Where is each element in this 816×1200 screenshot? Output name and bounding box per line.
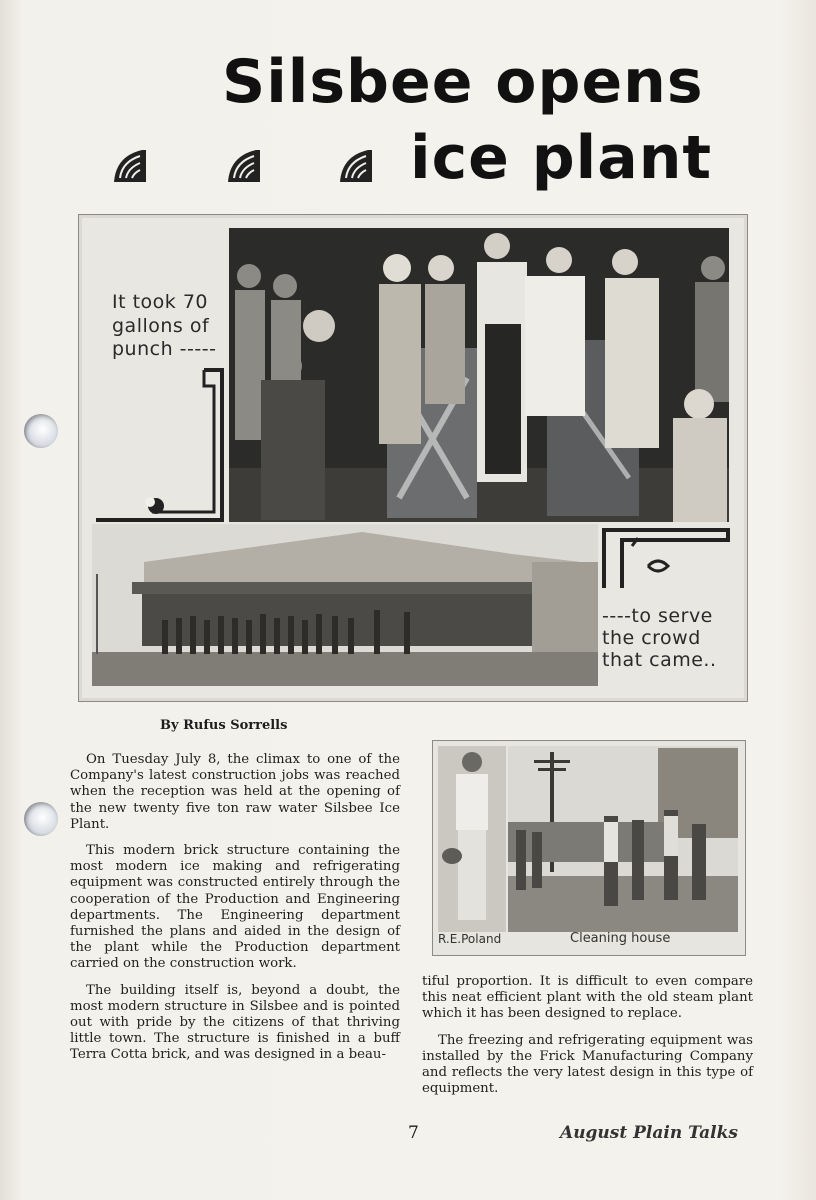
art-deco-ornament-icon (338, 148, 374, 184)
caption-punch-line-3: punch ----- (112, 338, 217, 360)
article-paragraph: tiful proportion. It is difficult to even compare this neat efficient plant with the old steam plant which it has been designed to replace. (422, 974, 753, 1022)
binder-hole-icon (24, 802, 58, 836)
page-number: 7 (408, 1123, 419, 1143)
article-paragraph: This modern brick structure containing the most modern ice making and refrigerating equipment was constructed entirely through the cooperation of the Production and Engineering departments. The Engineering department furnished the plans and aided in the design of the plant while the Production department carried on the construction work. (70, 843, 400, 972)
article-paragraph: The building itself is, beyond a doubt, the most modern structure in Silsbee and is pointed out with pride by the citizens of that thriving little town. The structure is finished in a buff Terra Cotta brick, and was designed in a beau- (70, 982, 400, 1063)
caption-punch-line-1: It took 70 (112, 291, 209, 313)
caption-crowd-line-2: the crowd (602, 627, 701, 649)
article-left-column (70, 752, 400, 1074)
article-paragraph: On Tuesday July 8, the climax to one of the Company's latest construction jobs was reached when the reception was held at the opening of the new twenty five ton raw water Silsbee Ice Plant. (70, 752, 400, 832)
crowd-photo (229, 228, 729, 522)
caption-poland: R.E.Poland (438, 932, 502, 946)
poland-portrait-photo (438, 746, 506, 932)
cleaning-house-photo (508, 746, 738, 932)
binder-hole-icon (24, 414, 58, 448)
deco-frame-line-icon (92, 366, 230, 524)
art-deco-ornament-icon (226, 148, 262, 184)
article-paragraph: The freezing and refrigerating equipment was installed by the Frick Manufacturing Company and reflects the very latest design in this type of equipment. (422, 1032, 753, 1097)
caption-cleaning-house: Cleaning house (570, 931, 671, 946)
caption-punch-line-2: gallons of (112, 315, 210, 337)
title-line-1: Silsbee opens (222, 47, 704, 117)
caption-crowd-line-1: ----to serve (602, 605, 713, 627)
caption-crowd-line-3: that came.. (602, 649, 717, 671)
ice-plant-building-photo (92, 524, 598, 686)
art-deco-ornament-icon (112, 148, 148, 184)
title-line-2: ice plant (410, 123, 713, 193)
deco-frame-line-icon (602, 526, 732, 598)
magazine-name: August Plain Talks (560, 1123, 738, 1143)
byline: By Rufus Sorrells (160, 718, 288, 733)
article-right-column (422, 974, 753, 1107)
